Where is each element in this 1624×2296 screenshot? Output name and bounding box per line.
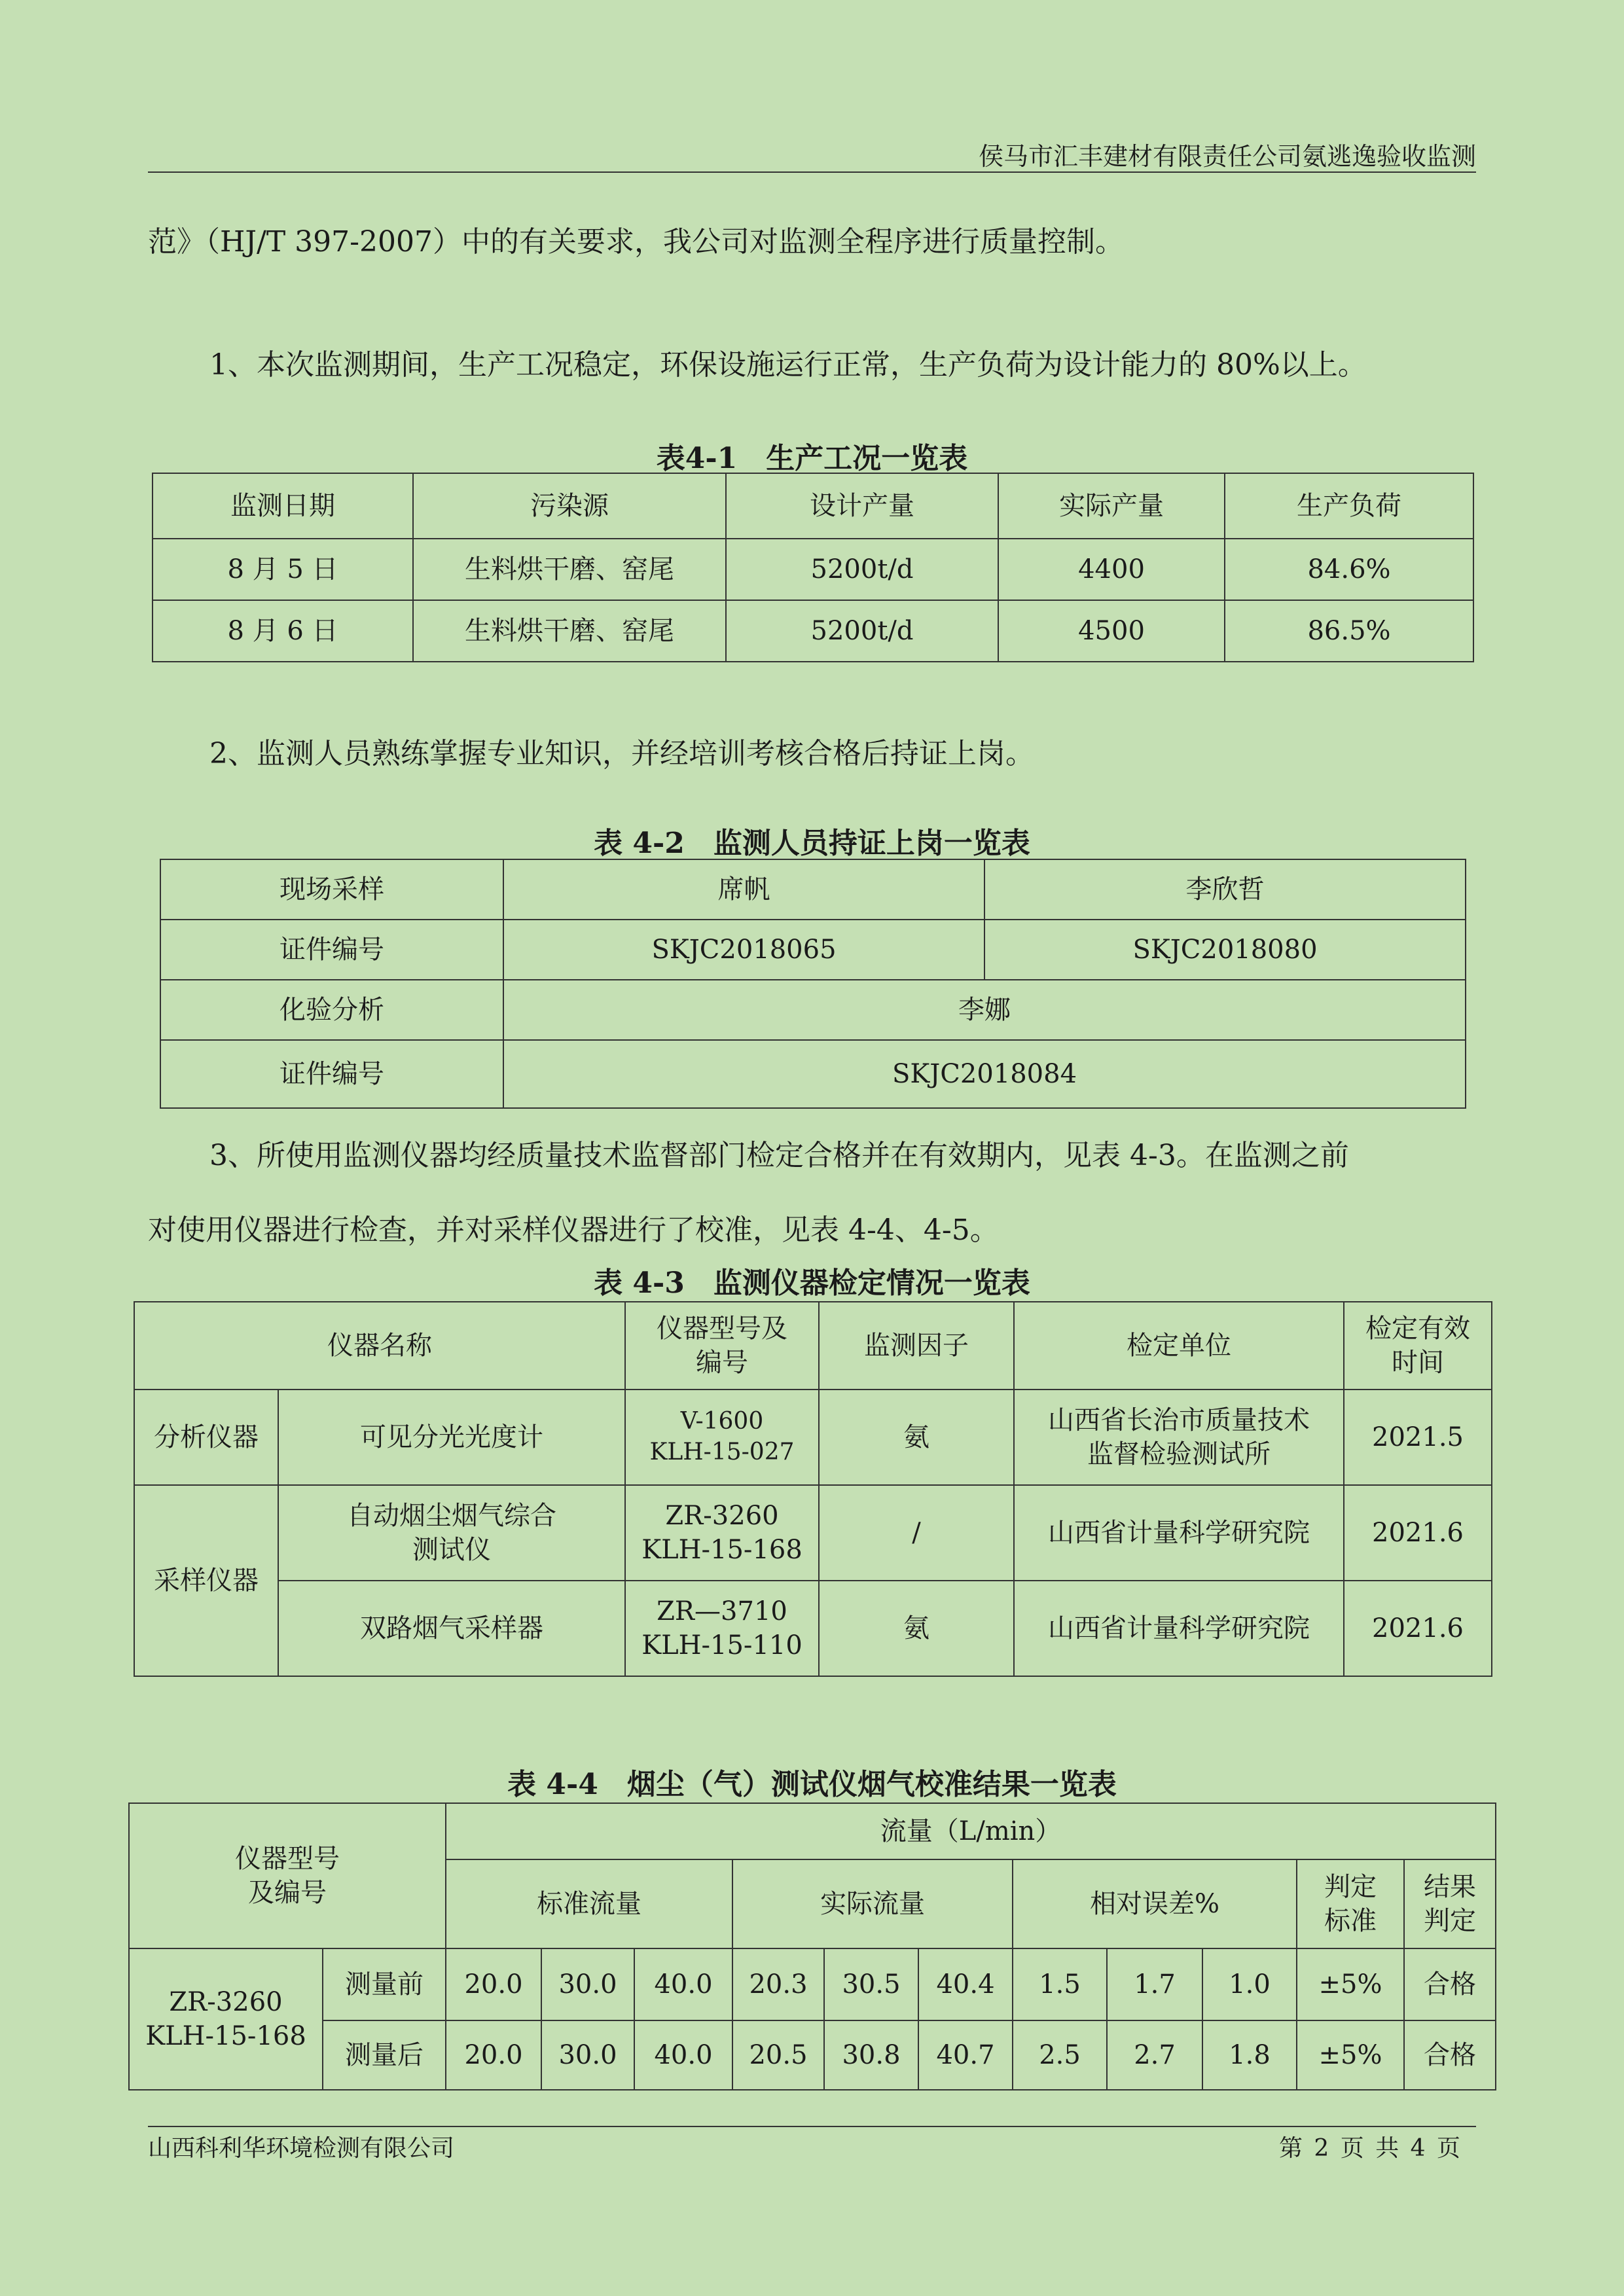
header-cell: 生产负荷 — [1225, 473, 1473, 539]
cell-line: 测试仪 — [412, 1535, 491, 1565]
table-row — [160, 859, 1466, 920]
table-cell: 30.5 — [824, 1948, 918, 2020]
header-cell: 标准流量 — [446, 1859, 732, 1948]
footer-company: 山西科利华环境检测有限公司 — [148, 2135, 455, 2162]
cell-line: 自动烟尘烟气综合 — [347, 1501, 556, 1531]
table-cell: 证件编号 — [160, 920, 503, 980]
table-cell: 1.0 — [1202, 1948, 1297, 2020]
table-cell: 证件编号 — [160, 1040, 503, 1108]
table-cell: 30.8 — [824, 2020, 918, 2090]
table-cell: 40.0 — [634, 2020, 732, 2090]
cell-line: KLH-15-110 — [641, 1630, 803, 1660]
table-4-3 — [134, 1301, 1492, 1677]
header-cell: 监测日期 — [153, 473, 413, 539]
table-cell: 2.5 — [1013, 2020, 1107, 2090]
header-cell — [1297, 1859, 1404, 1948]
cell-line: ZR-3260 — [169, 1987, 283, 2017]
table-cell — [625, 1581, 819, 1676]
table-cell: 40.7 — [918, 2020, 1013, 2090]
cell-line: KLH-15-027 — [649, 1439, 795, 1465]
header-divider — [148, 171, 1476, 173]
table-cell: SKJC2018084 — [503, 1040, 1466, 1108]
table-cell — [1014, 1390, 1344, 1485]
table-cell: 可见分光光度计 — [278, 1390, 625, 1485]
table-cell: SKJC2018080 — [984, 920, 1466, 980]
table-cell: 5200t/d — [726, 600, 998, 662]
item-3-paragraph-line-1: 3、所使用监测仪器均经质量技术监督部门检定合格并在有效期内，见表 4-3。在监测之前 — [209, 1139, 1349, 1172]
table-cell — [278, 1485, 625, 1581]
item-2-paragraph: 2、监测人员熟练掌握专业知识，并经培训考核合格后持证上岗。 — [209, 737, 1034, 770]
table-cell: 合格 — [1404, 1948, 1496, 2020]
table-cell: 席帆 — [503, 859, 984, 920]
cell-line: KLH-15-168 — [145, 2021, 306, 2051]
table-cell: SKJC2018065 — [503, 920, 984, 980]
table-cell: 现场采样 — [160, 859, 503, 920]
table-cell: 生料烘干磨、窑尾 — [413, 600, 726, 662]
table-row — [134, 1485, 1492, 1581]
table-row — [160, 980, 1466, 1040]
table-cell: 2021.5 — [1344, 1390, 1492, 1485]
header-cell: 污染源 — [413, 473, 726, 539]
table-cell: ±5% — [1297, 1948, 1404, 2020]
header-cell: 流量（L/min） — [446, 1803, 1496, 1859]
table-cell: 山西省计量科学研究院 — [1014, 1485, 1344, 1581]
table-cell: 84.6% — [1225, 539, 1473, 600]
header-cell-line: 判定 — [1324, 1872, 1377, 1902]
table-4-3-caption: 表 4-3 监测仪器检定情况一览表 — [594, 1266, 1030, 1300]
header-cell: 相对误差% — [1013, 1859, 1297, 1948]
header-cell: 检定单位 — [1014, 1302, 1344, 1390]
running-header: 侯马市汇丰建材有限责任公司氨逃逸验收监测 — [978, 142, 1476, 171]
table-cell: 测量前 — [323, 1948, 446, 2020]
header-cell — [1344, 1302, 1492, 1390]
table-cell: 8 月 6 日 — [153, 600, 413, 662]
table-cell: 化验分析 — [160, 980, 503, 1040]
header-cell-line: 判定 — [1424, 1906, 1477, 1936]
table-cell: 4500 — [998, 600, 1225, 662]
table-4-2 — [160, 859, 1466, 1109]
header-cell: 仪器名称 — [134, 1302, 625, 1390]
table-cell: 2.7 — [1107, 2020, 1202, 2090]
table-cell: 测量后 — [323, 2020, 446, 2090]
table-cell: 8 月 5 日 — [153, 539, 413, 600]
table-cell: 20.5 — [732, 2020, 824, 2090]
table-row — [134, 1581, 1492, 1676]
header-cell: 实际流量 — [732, 1859, 1013, 1948]
table-cell: 1.5 — [1013, 1948, 1107, 2020]
table-4-4 — [128, 1803, 1496, 2090]
header-cell: 监测因子 — [819, 1302, 1014, 1390]
table-cell: 40.0 — [634, 1948, 732, 2020]
item-1-paragraph: 1、本次监测期间，生产工况稳定，环保设施运行正常，生产负荷为设计能力的 80%以上。 — [209, 348, 1367, 382]
table-cell: 1.7 — [1107, 1948, 1202, 2020]
table-cell: 1.8 — [1202, 2020, 1297, 2090]
header-cell: 设计产量 — [726, 473, 998, 539]
header-cell-line: 结果 — [1424, 1872, 1477, 1902]
item-3-paragraph-line-2: 对使用仪器进行检查，并对采样仪器进行了校准，见表 4-4、4-5。 — [148, 1213, 999, 1247]
cell-line: V-1600 — [680, 1408, 764, 1435]
table-cell — [625, 1485, 819, 1581]
table-cell: 李欣哲 — [984, 859, 1466, 920]
cell-line: ZR—3710 — [657, 1596, 787, 1626]
footer-divider — [148, 2126, 1476, 2127]
table-cell: 30.0 — [541, 2020, 634, 2090]
table-cell: 生料烘干磨、窑尾 — [413, 539, 726, 600]
table-row — [160, 1040, 1466, 1108]
table-cell: 5200t/d — [726, 539, 998, 600]
header-cell-line: 检定有效 — [1365, 1314, 1470, 1344]
table-4-1-caption: 表4-1 生产工况一览表 — [656, 442, 968, 475]
table-row — [160, 920, 1466, 980]
intro-paragraph: 范》（HJ/T 397-2007）中的有关要求，我公司对监测全程序进行质量控制。 — [148, 225, 1124, 259]
header-cell-line: 编号 — [696, 1348, 748, 1378]
table-cell: 李娜 — [503, 980, 1466, 1040]
header-cell — [129, 1803, 446, 1948]
header-cell-line: 时间 — [1392, 1348, 1444, 1378]
table-4-4-caption: 表 4-4 烟尘（气）测试仪烟气校准结果一览表 — [507, 1768, 1117, 1801]
page-number: 第 2 页 共 4 页 — [1278, 2135, 1460, 2162]
category-cell: 分析仪器 — [134, 1390, 278, 1485]
table-cell: 20.0 — [446, 1948, 541, 2020]
table-header-row — [129, 1803, 1496, 1859]
header-cell — [625, 1302, 819, 1390]
model-cell — [129, 1948, 323, 2090]
table-row — [153, 539, 1473, 600]
table-cell: 20.0 — [446, 2020, 541, 2090]
cell-line: 监督检验测试所 — [1087, 1439, 1271, 1469]
table-cell: / — [819, 1485, 1014, 1581]
table-row — [134, 1390, 1492, 1485]
table-cell: 山西省计量科学研究院 — [1014, 1581, 1344, 1676]
table-4-2-caption: 表 4-2 监测人员持证上岗一览表 — [594, 827, 1030, 860]
table-4-1 — [152, 473, 1474, 662]
table-cell: 4400 — [998, 539, 1225, 600]
table-header-row — [134, 1302, 1492, 1390]
header-cell-line: 及编号 — [248, 1878, 327, 1908]
table-cell: ±5% — [1297, 2020, 1404, 2090]
header-cell-line: 标准 — [1324, 1906, 1377, 1936]
table-cell: 双路烟气采样器 — [278, 1581, 625, 1676]
header-cell-line: 仪器型号及 — [657, 1314, 787, 1344]
category-cell: 采样仪器 — [134, 1485, 278, 1676]
header-cell: 实际产量 — [998, 473, 1225, 539]
table-cell: 2021.6 — [1344, 1581, 1492, 1676]
table-cell: 氨 — [819, 1581, 1014, 1676]
table-cell: 30.0 — [541, 1948, 634, 2020]
table-cell: 氨 — [819, 1390, 1014, 1485]
header-cell — [1404, 1859, 1496, 1948]
table-row — [129, 2020, 1496, 2090]
cell-line: KLH-15-168 — [641, 1535, 803, 1565]
table-cell: 86.5% — [1225, 600, 1473, 662]
table-cell: 40.4 — [918, 1948, 1013, 2020]
table-cell — [625, 1390, 819, 1485]
cell-line: ZR-3260 — [665, 1501, 779, 1531]
table-row — [153, 600, 1473, 662]
table-cell: 20.3 — [732, 1948, 824, 2020]
table-header-row — [153, 473, 1473, 539]
table-cell: 合格 — [1404, 2020, 1496, 2090]
header-cell-line: 仪器型号 — [235, 1844, 340, 1874]
table-cell: 2021.6 — [1344, 1485, 1492, 1581]
cell-line: 山西省长治市质量技术 — [1048, 1405, 1310, 1435]
table-row — [129, 1948, 1496, 2020]
